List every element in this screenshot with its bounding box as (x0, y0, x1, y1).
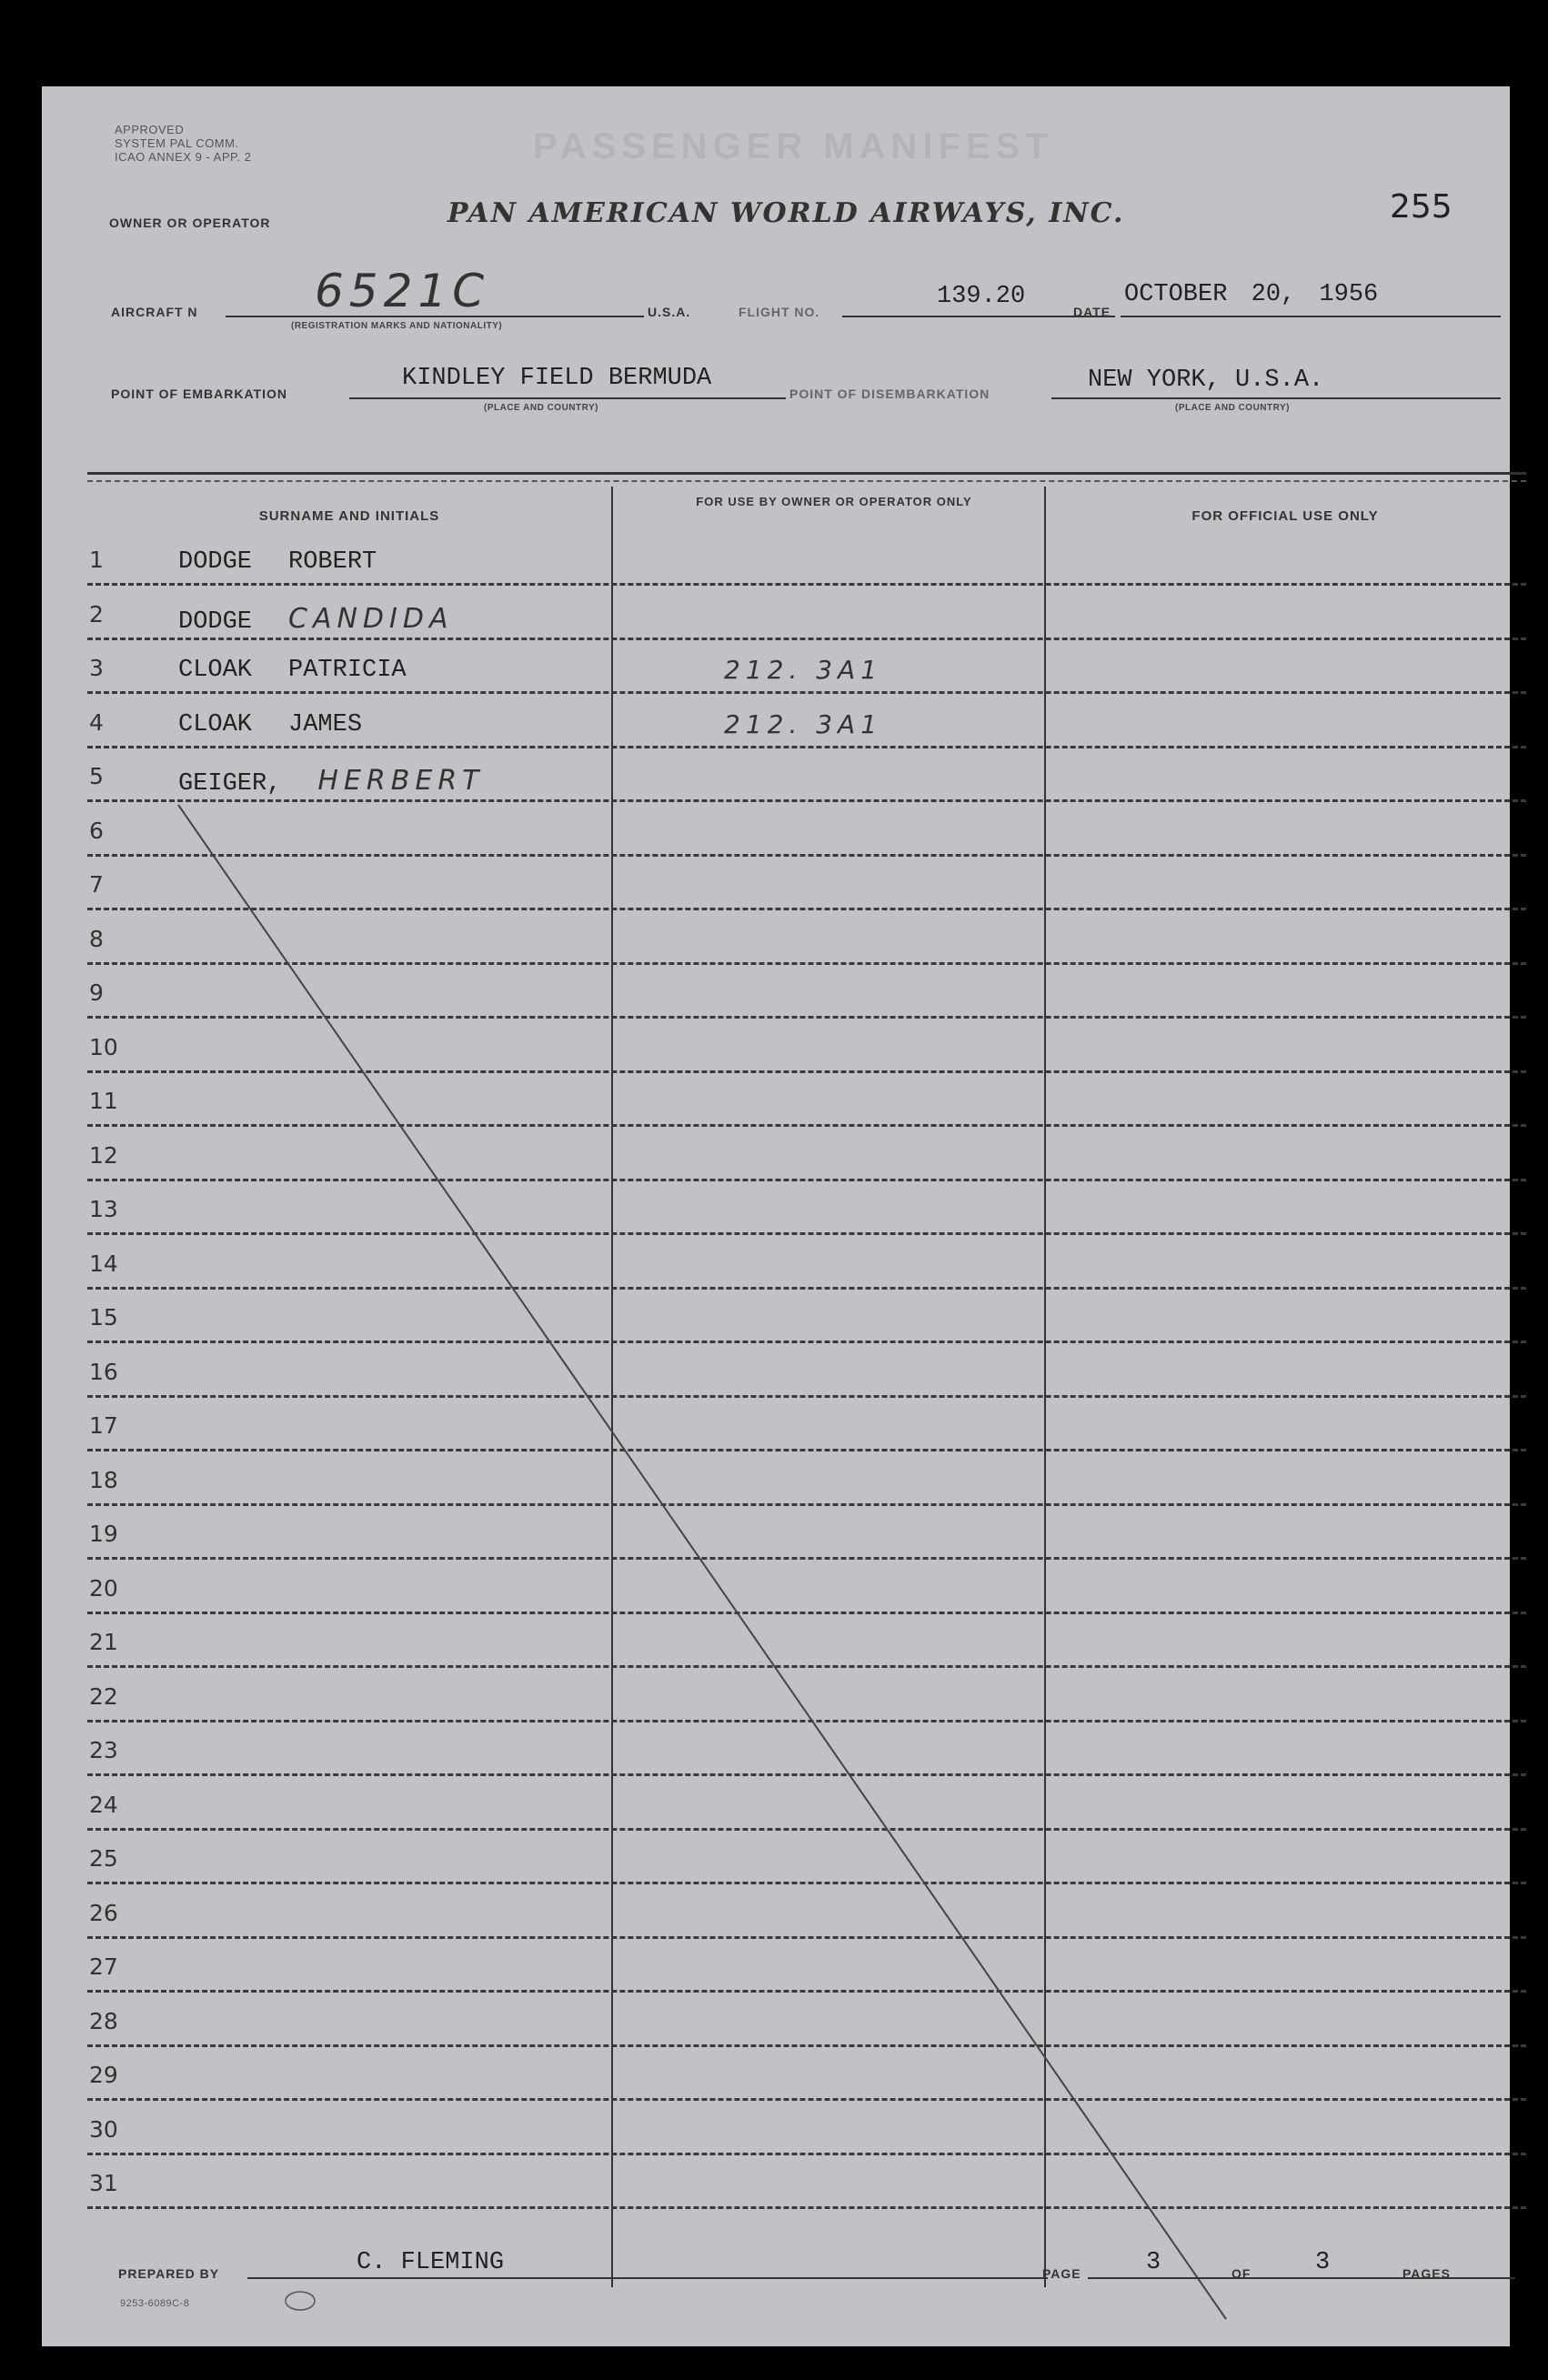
flight-number: 139.20 (937, 283, 1026, 310)
passenger-given-name: JAMES (288, 710, 363, 738)
row-number: 17 (89, 1412, 118, 1439)
row-number: 12 (89, 1141, 118, 1169)
row-number: 23 (89, 1737, 118, 1763)
row-number: 18 (89, 1466, 118, 1493)
row-number: 27 (89, 1953, 118, 1980)
row-number: 21 (89, 1629, 118, 1655)
passenger-given-name: HERBERT (317, 765, 485, 797)
passenger-surname: GEIGER, (178, 770, 282, 798)
aircraft-caption: (REGISTRATION MARKS AND NATIONALITY) (291, 321, 503, 331)
country-label: U.S.A. (648, 305, 691, 319)
row-number: 14 (89, 1250, 118, 1277)
owner-note: 212. 3A1 (724, 655, 883, 685)
void-strike-line (42, 86, 1510, 2346)
row-number: 4 (89, 708, 104, 736)
row-number: 29 (89, 2062, 118, 2088)
row-number: 3 (89, 655, 104, 681)
disembark-label: POINT OF DISEMBARKATION (789, 387, 990, 401)
date-label: DATE (1073, 305, 1111, 319)
row-number: 13 (89, 1196, 118, 1222)
row-number: 5 (89, 763, 104, 789)
row-number: 30 (89, 2115, 118, 2143)
approval-line3: ICAO ANNEX 9 - APP. 2 (115, 150, 252, 164)
row-number: 19 (89, 1521, 118, 1547)
row-number: 25 (89, 1845, 118, 1872)
row-number: 22 (89, 1682, 118, 1710)
page-label: PAGE (1042, 2266, 1081, 2281)
prepared-label: PREPARED BY (118, 2266, 220, 2281)
embark-place: KINDLEY FIELD BERMUDA (402, 365, 712, 392)
approval-line1: APPROVED (115, 123, 185, 136)
page-number: 255 (1390, 188, 1453, 226)
manifest-sheet (42, 86, 1510, 2346)
row-number: 26 (89, 1899, 118, 1926)
passenger-given-name: PATRICIA (288, 657, 407, 684)
column-head-official: FOR OFFICIAL USE ONLY (1191, 508, 1379, 524)
page-value: 3 (1146, 2249, 1161, 2276)
flight-date: OCTOBER 20, 1956 (1124, 281, 1379, 308)
pages-label: PAGES (1402, 2266, 1451, 2281)
union-label-icon (282, 2287, 318, 2315)
passenger-given-name: ROBERT (288, 548, 377, 576)
row-number: 6 (89, 817, 104, 844)
form-code: 9253-6089C-8 (120, 2298, 190, 2309)
owner-note: 212. 3A1 (724, 708, 883, 739)
operator-name: PAN AMERICAN WORLD AIRWAYS, INC. (447, 197, 1125, 229)
row-number: 10 (89, 1033, 118, 1060)
disembark-place: NEW YORK, U.S.A. (1088, 367, 1324, 394)
row-number: 1 (89, 547, 104, 573)
passenger-surname: DODGE (178, 548, 253, 576)
row-number: 24 (89, 1791, 118, 1818)
of-label: OF (1231, 2266, 1251, 2281)
embark-label: POINT OF EMBARKATION (111, 387, 287, 401)
column-head-owner: FOR USE BY OWNER OR OPERATOR ONLY (696, 495, 972, 508)
row-number: 28 (89, 2007, 118, 2034)
of-total: 3 (1315, 2249, 1331, 2276)
row-number: 31 (89, 2170, 118, 2196)
row-number: 2 (89, 600, 104, 628)
passenger-surname: DODGE (178, 608, 253, 636)
row-number: 15 (89, 1304, 118, 1331)
aircraft-label: AIRCRAFT N (111, 305, 198, 319)
row-number: 9 (89, 979, 104, 1006)
prepared-by: C. FLEMING (357, 2249, 505, 2276)
owner-label: OWNER OR OPERATOR (109, 216, 271, 230)
row-number: 11 (89, 1088, 118, 1114)
row-number: 20 (89, 1574, 118, 1602)
embark-caption: (PLACE AND COUNTRY) (484, 403, 598, 413)
column-head-surname: SURNAME AND INITIALS (258, 508, 440, 524)
row-number: 16 (89, 1358, 118, 1385)
prepared-underline (247, 2277, 1048, 2279)
passenger-surname: CLOAK (178, 657, 253, 684)
row-number: 8 (89, 925, 104, 952)
aircraft-number: 6521C (315, 265, 490, 317)
row-number: 7 (89, 871, 104, 898)
document-title: PASSENGER MANIFEST (533, 126, 1053, 166)
passenger-surname: CLOAK (178, 710, 253, 738)
page-underline (1088, 2277, 1515, 2279)
flight-label: FLIGHT NO. (739, 305, 820, 319)
disembark-caption: (PLACE AND COUNTRY) (1175, 403, 1290, 413)
approval-line2: SYSTEM PAL COMM. (115, 136, 239, 150)
passenger-given-name: CANDIDA (288, 602, 454, 635)
